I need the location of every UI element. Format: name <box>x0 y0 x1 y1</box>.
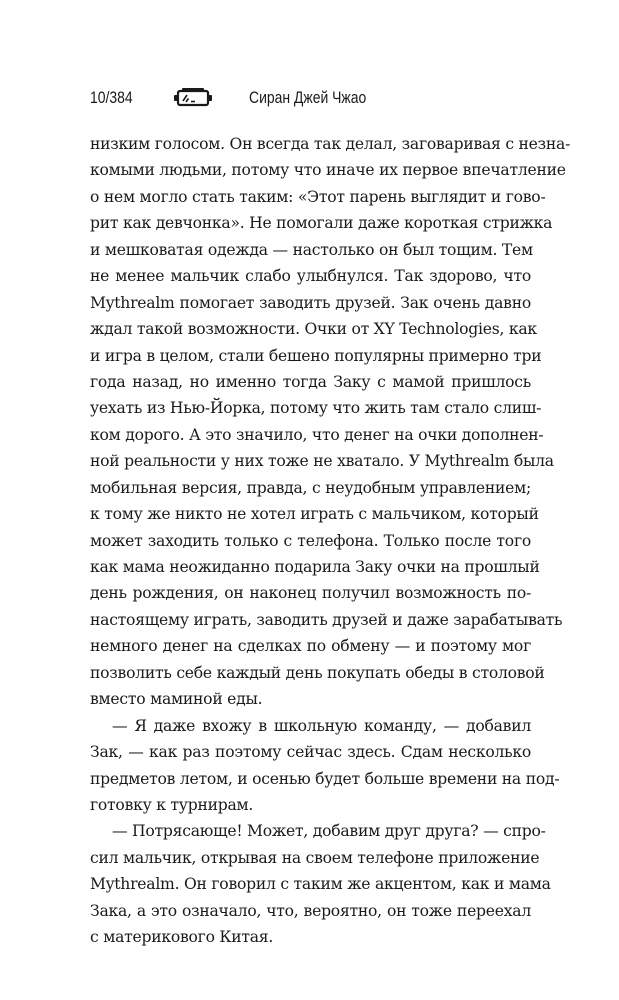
text-line: сил мальчик, открывая на своем телефоне приложение <box>90 848 540 867</box>
text-line: Зака, а это означало, что, вероятно, он тоже переехал <box>90 901 531 920</box>
text-line: вместо маминой еды. <box>90 690 263 709</box>
text-line: ждал такой возможности. Очки от XY Technologies, как <box>90 320 537 339</box>
text-line: как мама неожиданно подарила Заку очки на прошлый <box>90 558 540 576</box>
text-line: день рождения, он наконец получил возможность по- <box>90 584 531 603</box>
text-line: низким голосом. Он всегда так делал, заговаривая с незна- <box>90 135 571 153</box>
text-line: к тому же никто не хотел играть с мальчиком, который <box>90 505 539 524</box>
text-line: года назад, но именно тогда Заку с мамой пришлось <box>90 372 531 391</box>
text-line: и мешковатая одежда — настолько он был тощим. Тем <box>90 240 533 259</box>
text-line: предметов летом, и осенью будет больше времени на под- <box>90 769 560 788</box>
text-line: и игра в целом, стали бешено популярны примерно три <box>90 346 542 365</box>
text-line: Mythrealm помогает заводить друзей. Зак очень давно <box>90 293 531 312</box>
text-line: ной реальности у них тоже не хватало. У Mythrealm была <box>90 452 554 471</box>
text-line: готовку к турнирам. <box>90 795 254 814</box>
text-line: Mythrealm. Он говорил с таким же акцентом, как и мама <box>90 875 551 894</box>
text-line: — Я даже вхожу в школьную команду, — добавил <box>112 716 531 735</box>
text-line: — Потрясающе! Может, добавим друг друга? — спро- <box>112 822 546 841</box>
author-name: Сиран Джей Чжао <box>249 88 367 107</box>
text-line: настоящему играть, заводить друзей и даже зарабатывать <box>90 610 563 629</box>
body-text <box>90 131 571 951</box>
text-line: о нем могло стать таким: «Этот парень выглядит и гово- <box>90 187 546 206</box>
text-line: уехать из Нью-Йорка, потому что жить там стало слиш- <box>90 399 542 418</box>
text-line: мобильная версия, правда, с неудобным управлением; <box>90 478 531 497</box>
text-line: немного денег на сделках по обмену — и поэтому мог <box>90 637 531 656</box>
running-head <box>90 86 530 112</box>
text-line: не менее мальчик слабо улыбнулся. Так здорово, что <box>90 267 531 286</box>
text-line: может заходить только с телефона. Только после того <box>90 531 531 550</box>
text-line: с материкового Китая. <box>90 928 274 947</box>
page-number: 10/384 <box>90 88 133 107</box>
text-line: позволить себе каждый день покупать обеды в столовой <box>90 663 545 682</box>
text-line: Зак, — как раз поэтому сейчас здесь. Сдам несколько <box>90 743 531 762</box>
vr-headset-icon <box>173 86 213 110</box>
text-line: ком дорого. А это значило, что денег на очки дополнен- <box>90 425 544 444</box>
text-line: рит как девчонка». Не помогали даже короткая стрижка <box>90 214 553 233</box>
text-line: комыми людьми, потому что иначе их первое впечатление <box>90 161 566 180</box>
